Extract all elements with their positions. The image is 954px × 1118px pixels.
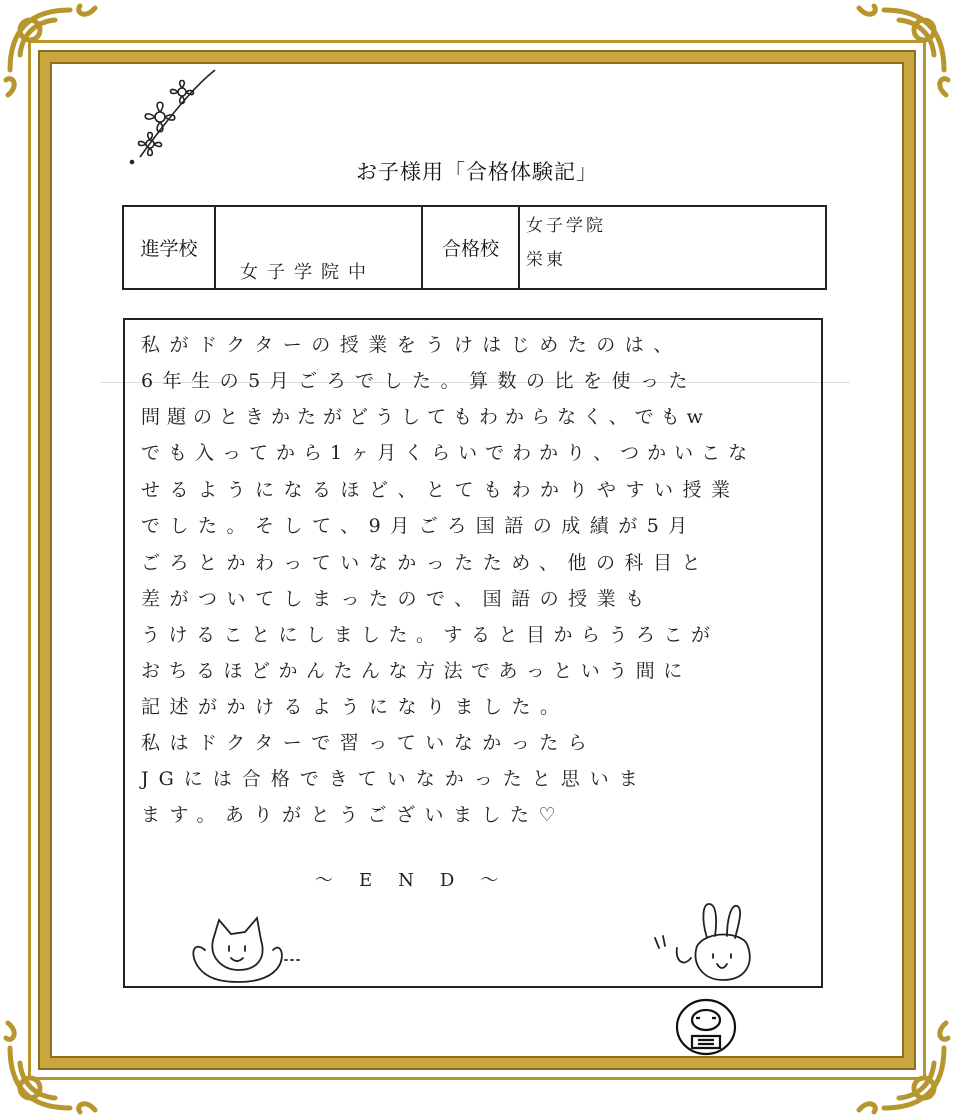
corner-ornament-icon	[844, 1008, 954, 1118]
cat-doodle-icon	[183, 910, 303, 985]
letter-line: ます。ありがとうございました♡	[141, 804, 566, 826]
letter-line: 私がドクターの授業をうけはじめたのは、	[141, 334, 682, 356]
letter-line: おちるほどかんたんな方法であっという間に	[141, 660, 691, 682]
corner-ornament-icon	[0, 0, 110, 110]
letter-line: せるようになるほど、とてもわかりやすい授業	[141, 479, 740, 501]
goukaku-value-1: 女子学院	[526, 216, 606, 236]
daruma-stamp-icon	[674, 996, 738, 1058]
letter-line: 問題のときかたがどうしてもわからなく、でもw	[141, 406, 710, 428]
shingaku-label: 進学校	[123, 206, 215, 289]
shingaku-value: 女子学院中	[240, 262, 375, 283]
letter-line: 差がついてしまったので、国語の授業も	[141, 588, 654, 610]
letter-line: でした。そして、9月ごろ国語の成績が5月	[141, 515, 697, 537]
page-title: お子様用「合格体験記」	[356, 160, 598, 184]
corner-ornament-icon	[844, 0, 954, 110]
rabbit-doodle-icon	[647, 898, 787, 983]
goukaku-cell	[519, 206, 826, 289]
letter-end: ～END～	[315, 870, 525, 891]
letter-line: でも入ってから1ヶ月くらいでわかり、つかいこな	[141, 442, 756, 464]
letter-line: 記述がかけるようになりました。	[141, 696, 569, 718]
corner-ornament-icon	[0, 1008, 110, 1118]
letter-line: 6年生の5月ごろでした。算数の比を使った	[141, 370, 697, 392]
letter-line: JGには合格できていなかったと思いま	[141, 768, 648, 790]
goukaku-value-2: 栄東	[526, 250, 566, 270]
letter-line: ごろとかわっていなかったため、他の科目と	[141, 552, 711, 574]
letter-line: うけることにしました。すると目からうろこが	[141, 624, 719, 646]
shingaku-cell	[215, 206, 422, 289]
letter-line: 私はドクターで習っていなかったら	[141, 732, 597, 754]
letter-box	[123, 318, 823, 988]
school-table	[122, 205, 827, 290]
goukaku-label: 合格校	[422, 206, 519, 289]
